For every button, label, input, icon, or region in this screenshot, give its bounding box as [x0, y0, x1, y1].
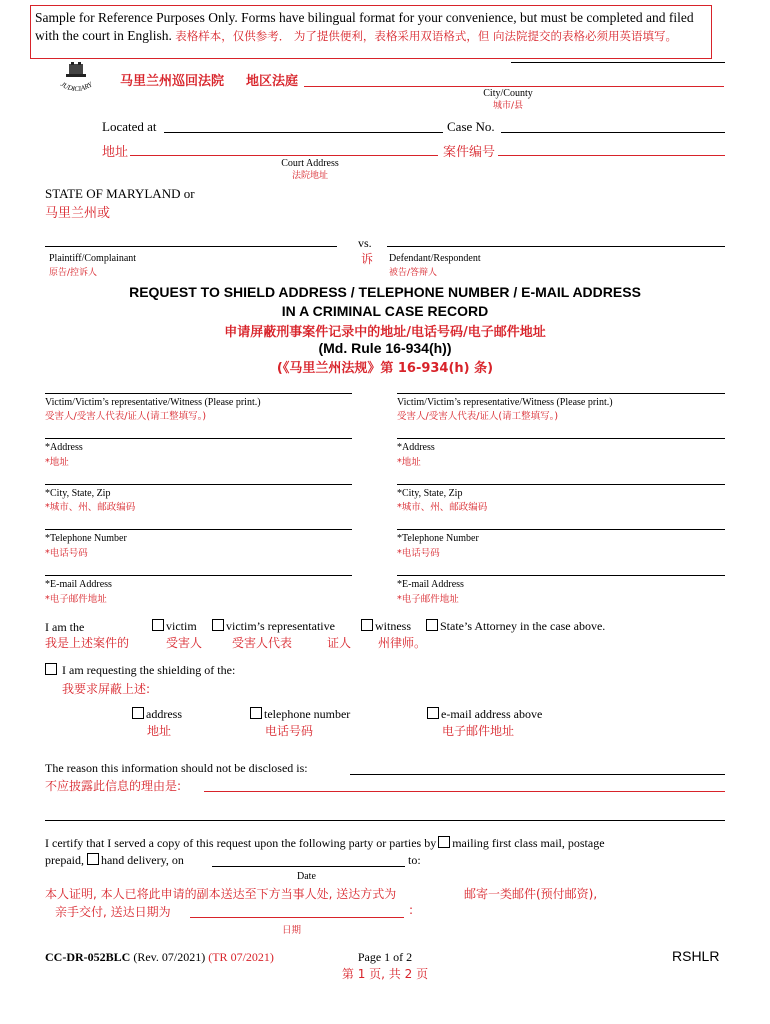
state-label-cn: 马里兰州或 [45, 206, 111, 221]
shield-request-label: I am requesting the shielding of the: [62, 663, 236, 677]
city-field-left[interactable] [45, 484, 352, 485]
seal-text: JUDICIARY [59, 80, 94, 94]
phone-field-right[interactable] [397, 529, 725, 530]
service-date-field[interactable] [212, 866, 405, 867]
iam-label-cn: 我是上述案件的 [45, 636, 130, 650]
form-tr: (TR 07/2021) [208, 950, 274, 964]
shield-address-label-cn: 地址 [147, 724, 172, 738]
form-code: RSHLR [672, 948, 720, 964]
state-label: STATE OF MARYLAND or [45, 186, 195, 201]
shield-request-label-cn: 我要求屏蔽上述: [62, 682, 151, 696]
to-label: to: [408, 853, 421, 867]
circuit-court-label: 马里兰州巡回法院 [120, 74, 225, 89]
attorney-checkbox[interactable] [426, 619, 438, 631]
located-at-label: Located at [102, 119, 157, 134]
rep-checkbox[interactable] [212, 619, 224, 631]
date-label-cn: 日期 [282, 925, 302, 936]
certify-cn-colon: : [409, 903, 414, 917]
form-id: CC-DR-052BLC [45, 950, 131, 964]
email-field-left[interactable] [45, 575, 352, 576]
address-label-left: *Address [45, 442, 83, 453]
email-label-right-cn: *电子邮件地址 [397, 594, 459, 605]
prepaid-label: prepaid, [45, 853, 84, 867]
form-rev: (Rev. 07/2021) [133, 950, 206, 964]
shield-address-label: address [146, 707, 182, 721]
defendant-label-cn: 被告/答辩人 [389, 268, 438, 278]
victim-name-label-left: Victim/Victim’s representative/Witness (Please print.) [45, 397, 261, 408]
victim-name-label-right-cn: 受害人/受害人代表/证人(请工整填写。) [397, 411, 559, 422]
shield-email-checkbox[interactable] [427, 707, 439, 719]
shield-email-option[interactable] [427, 707, 542, 722]
city-label-right: *City, State, Zip [397, 488, 463, 499]
vs-label-cn: 诉 [361, 252, 374, 266]
address-field-left[interactable] [45, 438, 352, 439]
victim-name-field-right[interactable] [397, 393, 725, 394]
certify-cn-line2: 亲手交付, 送达日期为 [55, 905, 171, 919]
attorney-option-label-cn: 州律师。 [378, 636, 427, 650]
email-label-right: *E-mail Address [397, 579, 464, 590]
city-county-label-cn: 城市/县 [492, 101, 524, 111]
footer-form-id [45, 950, 274, 965]
mail-label: mailing first class mail, postage [452, 836, 605, 850]
city-county-field[interactable] [304, 86, 724, 87]
top-right-line [511, 62, 725, 63]
rep-option-label: victim’s representative [226, 619, 335, 633]
shield-request[interactable] [45, 663, 235, 678]
page-number-cn: 第 1 页, 共 2 页 [341, 967, 429, 981]
rep-option[interactable] [212, 619, 335, 634]
shield-phone-label: telephone number [264, 707, 351, 721]
reason-field-line2[interactable] [45, 820, 725, 821]
reason-field[interactable] [350, 774, 725, 775]
vs-label: vs. [358, 236, 372, 250]
svg-text:JUDICIARY [59, 80, 95, 93]
service-date-field-cn [190, 917, 404, 918]
phone-label-right-cn: *电话号码 [397, 548, 440, 559]
email-label-left-cn: *电子邮件地址 [45, 594, 107, 605]
judiciary-seal [48, 62, 104, 98]
certify-line1 [45, 836, 605, 851]
victim-name-field-left[interactable] [45, 393, 352, 394]
city-label-right-cn: *城市、州、邮政编码 [397, 502, 488, 513]
address-label-left-cn: *地址 [45, 457, 69, 468]
attorney-option[interactable] [426, 619, 605, 634]
city-label-left: *City, State, Zip [45, 488, 111, 499]
email-label-left: *E-mail Address [45, 579, 112, 590]
form-title-cn: 申请屏蔽刑事案件记录中的地址/电话号码/电子邮件地址 [224, 325, 546, 340]
address-label-right-cn: *地址 [397, 457, 421, 468]
victim-option-label: victim [166, 619, 197, 633]
reason-label-cn: 不应披露此信息的理由是: [45, 779, 182, 793]
certify-line2 [45, 853, 184, 868]
certify-cn-mail: 邮寄一类邮件(预付邮资), [464, 887, 598, 901]
case-no-field[interactable] [501, 132, 725, 133]
defendant-field[interactable] [387, 246, 725, 247]
victim-name-label-right: Victim/Victim’s representative/Witness (Please print.) [397, 397, 613, 408]
certify-text: I certify that I served a copy of this request upon the following party or parties by [45, 836, 437, 850]
phone-label-right: *Telephone Number [397, 533, 479, 544]
district-court-label: 地区法庭 [246, 74, 299, 89]
victim-option-label-cn: 受害人 [166, 636, 203, 650]
notice-chinese: 表格样本，仅供参考． 为了提供便利，表格采用双语格式，但 向法院提交的表格必须用英语填写。 [175, 29, 678, 43]
shield-address-checkbox[interactable] [132, 707, 144, 719]
shield-email-label: e-mail address above [441, 707, 543, 721]
victim-checkbox[interactable] [152, 619, 164, 631]
shield-email-label-cn: 电子邮件地址 [442, 724, 515, 738]
shield-address-option[interactable] [132, 707, 182, 722]
form-title-rule: (Md. Rule 16-934(h)) [318, 340, 452, 356]
certify-cn-line1: 本人证明, 本人已将此申请的副本送达至下方当事人处, 送达方式为 [45, 887, 397, 901]
form-title-line1: REQUEST TO SHIELD ADDRESS / TELEPHONE NUMBER / E-MAIL ADDRESS [129, 284, 641, 300]
address-field-right[interactable] [397, 438, 725, 439]
victim-name-label-left-cn: 受害人/受害人代表/证人(请工整填写。) [45, 411, 207, 422]
city-label-left-cn: *城市、州、邮政编码 [45, 502, 136, 513]
located-at-label-cn: 地址 [102, 145, 129, 160]
hand-label: hand delivery, on [100, 853, 184, 867]
court-address-label: Court Address [281, 158, 339, 169]
iam-label: I am the [45, 620, 85, 634]
shield-phone-option[interactable] [250, 707, 350, 722]
witness-option-label-cn: 证人 [327, 636, 352, 650]
located-at-field[interactable] [164, 132, 443, 133]
shield-phone-label-cn: 电话号码 [265, 724, 314, 738]
date-label: Date [297, 871, 316, 882]
defendant-label: Defendant/Respondent [389, 253, 481, 264]
mail-checkbox[interactable] [438, 836, 450, 848]
witness-option[interactable] [361, 619, 411, 634]
victim-option[interactable] [152, 619, 197, 634]
email-field-right[interactable] [397, 575, 725, 576]
attorney-option-label: State’s Attorney in the case above. [440, 619, 606, 633]
notice-english: Sample for Reference Purposes Only. Forms have bilingual format for your convenience, but must be completed and filed with the court in English. [35, 10, 694, 43]
plaintiff-label: Plaintiff/Complainant [49, 253, 137, 264]
shield-phone-checkbox[interactable] [250, 707, 262, 719]
hand-checkbox[interactable] [87, 853, 99, 865]
case-no-field-cn [498, 155, 725, 156]
form-title-line2: IN A CRIMINAL CASE RECORD [281, 303, 489, 319]
witness-checkbox[interactable] [361, 619, 373, 631]
phone-label-left: *Telephone Number [45, 533, 127, 544]
address-label-right: *Address [397, 442, 435, 453]
sample-notice [30, 5, 712, 59]
shield-request-checkbox[interactable] [45, 663, 57, 675]
witness-option-label: witness [375, 619, 411, 633]
page-number: Page 1 of 2 [357, 950, 413, 964]
city-field-right[interactable] [397, 484, 725, 485]
court-address-label-cn: 法院地址 [291, 171, 328, 181]
form-title-rule-cn: (《马里兰州法规》第 16-934(h) 条) [276, 361, 494, 376]
case-no-label: Case No. [447, 119, 495, 134]
phone-field-left[interactable] [45, 529, 352, 530]
reason-field-cn [204, 791, 725, 792]
city-county-label: City/County [483, 88, 533, 99]
case-no-label-cn: 案件编号 [443, 145, 496, 160]
reason-label: The reason this information should not be disclosed is: [45, 761, 308, 775]
plaintiff-label-cn: 原告/控诉人 [49, 268, 98, 278]
phone-label-left-cn: *电话号码 [45, 548, 88, 559]
plaintiff-field[interactable] [45, 246, 337, 247]
located-at-field-cn [130, 155, 438, 156]
rep-option-label-cn: 受害人代表 [232, 636, 293, 650]
